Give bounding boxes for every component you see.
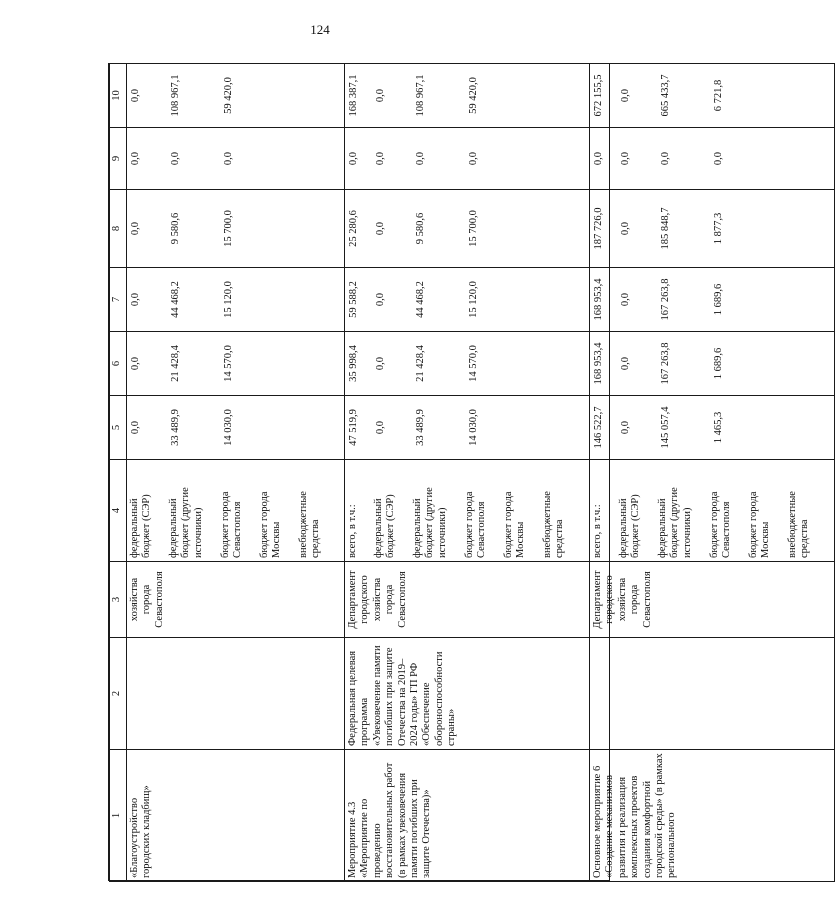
amount-value: 0,0 — [130, 88, 141, 103]
amount-value: 0,0 — [375, 356, 386, 371]
amount-value: 108 967,1 — [170, 74, 181, 117]
amount-value: 0,0 — [620, 292, 631, 307]
amount-value — [262, 193, 302, 264]
amount-value: 14 570,0 — [223, 345, 234, 382]
amount-value: 0,0 — [620, 88, 631, 103]
table-body — [127, 64, 835, 882]
funding-source: федеральный бюджет (другие источники) — [412, 487, 448, 558]
col-header: 5 — [110, 396, 127, 460]
amount-value: 0,0 — [660, 151, 671, 166]
amount-value: 168 387,1 — [348, 74, 359, 117]
amount-value: 0,0 — [375, 221, 386, 236]
amount-value: 0,0 — [130, 420, 141, 435]
cell-c3: Департамент городского хозяйства города Севастополя — [345, 562, 590, 638]
funding-sources-cell — [590, 460, 835, 562]
amount-value: 0,0 — [620, 221, 631, 236]
funding-source: всего, в т.ч.: — [592, 504, 603, 558]
funding-source: федеральный бюджет (СЭР) — [618, 494, 642, 558]
col-header: 10 — [110, 64, 127, 128]
amount-value: 108 967,1 — [415, 74, 426, 117]
amount-value: 672 155,5 — [593, 74, 604, 117]
amount-value: 14 570,0 — [468, 345, 479, 382]
col-header: 7 — [110, 268, 127, 332]
table-row — [345, 64, 590, 882]
table-row — [127, 64, 345, 882]
funding-source: внебюджетные средства — [298, 491, 322, 558]
amount-value — [507, 131, 547, 186]
funding-source: бюджет города Севастополя — [709, 491, 733, 558]
amount-value: 0,0 — [620, 420, 631, 435]
amount-value: 0,0 — [620, 356, 631, 371]
amount-value: 168 953,4 — [593, 278, 604, 321]
amount-value: 15 120,0 — [223, 281, 234, 318]
amount-value — [302, 271, 342, 328]
funding-source: федеральный бюджет (другие источники) — [657, 487, 693, 558]
amount-value — [752, 271, 792, 328]
amount-value — [302, 131, 342, 186]
amount-cell-c10 — [127, 64, 345, 128]
funding-source: федеральный бюджет (СЭР) — [129, 494, 153, 558]
amount-cell-c5 — [127, 396, 345, 460]
amount-value: 0,0 — [130, 221, 141, 236]
amount-cell-c7 — [127, 268, 345, 332]
funding-source: внебюджетные средства — [542, 491, 566, 558]
amount-cell-c9 — [345, 128, 590, 190]
amount-cell-c6 — [590, 332, 835, 396]
amount-value: 14 030,0 — [468, 409, 479, 446]
amount-value — [262, 335, 302, 392]
amount-cell-c7 — [345, 268, 590, 332]
amount-cell-c6 — [127, 332, 345, 396]
amount-value: 187 726,0 — [593, 207, 604, 250]
cell-c3: хозяйства города Севастополя — [127, 562, 345, 638]
amount-value: 0,0 — [375, 292, 386, 307]
amount-value: 9 580,6 — [415, 212, 426, 245]
amount-value: 15 120,0 — [468, 281, 479, 318]
amount-value — [547, 193, 587, 264]
amount-value — [752, 335, 792, 392]
funding-source: бюджет города Москвы — [748, 491, 772, 558]
amount-value — [507, 193, 547, 264]
cell-c2 — [590, 638, 835, 750]
amount-value — [547, 335, 587, 392]
amount-value — [547, 131, 587, 186]
cell-c2 — [127, 638, 345, 750]
amount-value — [302, 399, 342, 456]
col-header: 2 — [110, 638, 127, 750]
amount-value: 0,0 — [620, 151, 631, 166]
funding-source: бюджет города Москвы — [259, 491, 283, 558]
amount-value — [752, 193, 792, 264]
cell-c3: Департамент городского хозяйства города Севастополя — [590, 562, 835, 638]
amount-value: 145 057,4 — [660, 406, 671, 449]
amount-value — [507, 67, 547, 124]
amount-value: 15 700,0 — [223, 210, 234, 247]
amount-value — [262, 67, 302, 124]
amount-value — [792, 131, 832, 186]
funding-source: федеральный бюджет (СЭР) — [373, 494, 397, 558]
amount-value: 0,0 — [130, 292, 141, 307]
amount-value: 0,0 — [415, 151, 426, 166]
amount-value: 0,0 — [348, 151, 359, 166]
amount-value — [547, 271, 587, 328]
amount-value — [752, 131, 792, 186]
cell-c1: Основное мероприятие 6 «Создание механизмов развития и реализация комплексных проектов создания комфортной городской среды» (в рамках регионального — [590, 750, 835, 882]
funding-source: бюджет города Севастополя — [220, 491, 244, 558]
amount-value: 33 489,9 — [415, 409, 426, 446]
amount-value — [547, 399, 587, 456]
amount-value — [302, 335, 342, 392]
amount-cell-c8 — [590, 190, 835, 268]
amount-cell-c10 — [345, 64, 590, 128]
amount-value — [547, 67, 587, 124]
amount-cell-c6 — [345, 332, 590, 396]
amount-value: 15 700,0 — [468, 210, 479, 247]
amount-value: 168 953,4 — [593, 342, 604, 385]
funding-source: всего, в т.ч.: — [347, 504, 358, 558]
amount-value: 1 689,6 — [713, 347, 724, 380]
cell-c1: Мероприятие 4.3 «Мероприятие по проведению восстановительных работ (в рамках увековечения памяти погибших при защите Отечества)» — [345, 750, 590, 882]
amount-value — [792, 399, 832, 456]
amount-value: 665 433,7 — [660, 74, 671, 117]
amount-value: 33 489,9 — [170, 409, 181, 446]
amount-value: 25 280,6 — [348, 210, 359, 247]
amount-value — [507, 335, 547, 392]
amount-value — [262, 399, 302, 456]
amount-value — [752, 399, 792, 456]
funding-sources-cell — [127, 460, 345, 562]
amount-value — [507, 271, 547, 328]
amount-value: 44 468,2 — [415, 281, 426, 318]
amount-value — [262, 271, 302, 328]
amount-cell-c10 — [590, 64, 835, 128]
amount-value — [507, 399, 547, 456]
amount-value — [792, 335, 832, 392]
amount-value: 0,0 — [468, 151, 479, 166]
col-header: 9 — [110, 128, 127, 190]
amount-value: 0,0 — [170, 151, 181, 166]
amount-value — [752, 67, 792, 124]
cell-c1: «Благоустройство городских кладбищ» — [127, 750, 345, 882]
funding-sources-cell — [345, 460, 590, 562]
amount-value: 59 420,0 — [468, 77, 479, 114]
col-header: 4 — [110, 460, 127, 562]
amount-value: 0,0 — [713, 151, 724, 166]
amount-value: 1 877,3 — [713, 212, 724, 245]
funding-source: бюджет города Москвы — [503, 491, 527, 558]
amount-value: 47 519,9 — [348, 409, 359, 446]
cell-c2: Федеральная целевая программа «Увековечение памяти погибших при защите Отечества на 2019–2024 годы» ГП РФ «Обеспечение обороноспособности страны» — [345, 638, 590, 750]
amount-value: 9 580,6 — [170, 212, 181, 245]
amount-value: 6 721,8 — [713, 79, 724, 112]
rotated-table-wrapper — [109, 64, 811, 882]
amount-value: 1 689,6 — [713, 283, 724, 316]
amount-value: 0,0 — [130, 151, 141, 166]
amount-value: 59 588,2 — [348, 281, 359, 318]
page-number: 124 — [310, 22, 330, 37]
amount-cell-c8 — [127, 190, 345, 268]
amount-value: 0,0 — [223, 151, 234, 166]
col-header: 8 — [110, 190, 127, 268]
table-row — [590, 64, 835, 882]
header-row — [110, 64, 127, 882]
amount-value — [302, 193, 342, 264]
amount-value: 59 420,0 — [223, 77, 234, 114]
amount-value — [792, 271, 832, 328]
amount-value: 21 428,4 — [170, 345, 181, 382]
amount-cell-c9 — [590, 128, 835, 190]
amount-value — [302, 67, 342, 124]
amount-value: 146 522,7 — [593, 406, 604, 449]
amount-value: 0,0 — [593, 151, 604, 166]
amount-value: 0,0 — [375, 420, 386, 435]
amount-value: 21 428,4 — [415, 345, 426, 382]
budget-table-frame — [108, 63, 811, 881]
funding-source: бюджет города Севастополя — [464, 491, 488, 558]
amount-value: 185 848,7 — [660, 207, 671, 250]
amount-value: 1 465,3 — [713, 411, 724, 444]
amount-cell-c7 — [590, 268, 835, 332]
col-header: 3 — [110, 562, 127, 638]
amount-value: 14 030,0 — [223, 409, 234, 446]
funding-source: внебюджетные средства — [787, 491, 811, 558]
amount-value — [792, 67, 832, 124]
col-header: 1 — [110, 750, 127, 882]
amount-value: 0,0 — [375, 151, 386, 166]
amount-cell-c5 — [590, 396, 835, 460]
amount-cell-c9 — [127, 128, 345, 190]
amount-cell-c8 — [345, 190, 590, 268]
amount-value: 0,0 — [130, 356, 141, 371]
amount-value: 35 998,4 — [348, 345, 359, 382]
amount-value: 44 468,2 — [170, 281, 181, 318]
amount-value — [792, 193, 832, 264]
col-header: 6 — [110, 332, 127, 396]
funding-source: федеральный бюджет (другие источники) — [168, 487, 204, 558]
amount-value: 0,0 — [375, 88, 386, 103]
amount-value — [262, 131, 302, 186]
amount-cell-c5 — [345, 396, 590, 460]
amount-value: 167 263,8 — [660, 278, 671, 321]
amount-value: 167 263,8 — [660, 342, 671, 385]
budget-table — [109, 63, 835, 882]
